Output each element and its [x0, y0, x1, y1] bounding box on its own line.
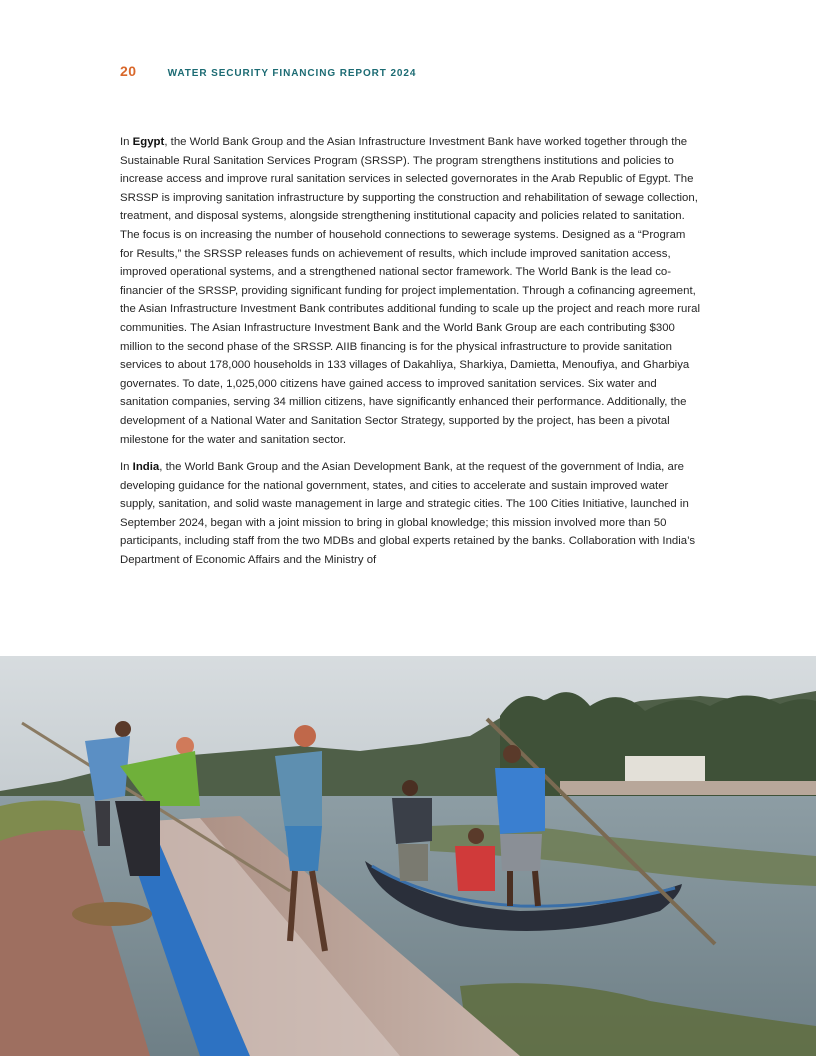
page-header [120, 63, 416, 79]
running-title: WATER SECURITY FINANCING REPORT 2024 [167, 68, 417, 79]
paragraph-lead: In [120, 461, 133, 474]
paragraph-lead: In [120, 136, 133, 148]
page-number: 20 [120, 63, 137, 79]
photo-boatmen-river [0, 656, 816, 1056]
paragraph-india [120, 458, 700, 570]
country-name-egypt: Egypt [132, 136, 165, 148]
paragraph-text: , the World Bank Group and the Asian Infrastructure Investment Bank have worked together through the Sustainable Rural Sanitation Services Program (SRSSP). The program strengthens institutions and policies to increase access and improve rural sanitation services in selected governorates in the Arab Republic of Egypt. The SRSSP is improving sanitation infrastructure by supporting the construction and rehabilitation of sewage collection, treatment, and disposal systems, alongside strengthening institutional capacity and policies related to sanitation. The focus is on increasing the number of household connections to sewerage systems. Designed as a “Program for Results,” the SRSSP releases funds on achievement of results, which include improved sanitation access, improved operational systems, and a strengthened national sector framework. The World Bank is the lead co-financier of the SRSSP, providing significant funding for project implementation. Through a cofinancing agreement, the Asian Infrastructure Investment Bank contributes additional funding to scale up the project and reach more rural communities. The Asian Infrastructure Investment Bank and the World Bank Group are each contributing $300 million to the second phase of the SRSSP. AIIB financing is for the physical infrastructure to provide sanitation services to about 178,000 households in 133 villages of Dakahliya, Sharkiya, Damietta, Menoufiya, and Gharbiya governates. To date, 1,025,000 citizens have gained access to improved sanitation services. Six water and sanitation companies, serving 34 million citizens, have significantly enhanced their performance. Additionally, the development of a National Water and Sanitation Sector Strategy, supported by the project, has been a pivotal milestone for the water and sanitation sector. [120, 136, 700, 446]
country-name-india: India [132, 461, 160, 474]
paragraph-egypt [120, 133, 700, 449]
body-text [120, 133, 700, 579]
far-embankment [560, 781, 816, 795]
paragraph-text: , the World Bank Group and the Asian Development Bank, at the request of the government of India, are developing guidance for the national government, states, and cities to accelerate and sustain improved water supply, sanitation, and solid waste management in large and strategic cities. The 100 Cities Initiative, launched in September 2024, began with a joint mission to bring in global knowledge; this mission involved more than 50 participants, including staff from the two MDBs and global experts retained by the banks. Collaboration with India’s Department of Economic Affairs and the Ministry of [120, 461, 696, 567]
basket [72, 902, 152, 926]
